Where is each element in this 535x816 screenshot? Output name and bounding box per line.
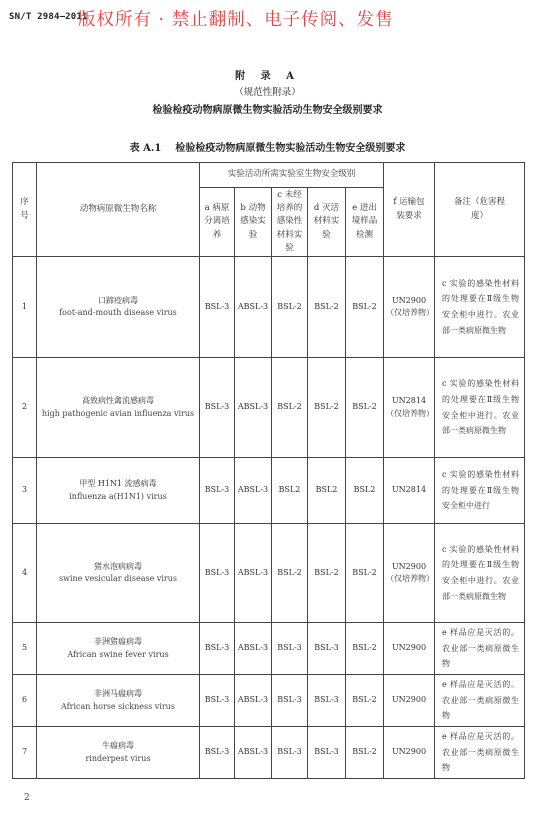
header-name: 动物病原微生物名称 bbox=[37, 163, 200, 257]
header-d: d 灭活材料实验 bbox=[308, 188, 346, 257]
transport-req: UN2900（仅培养物） bbox=[384, 257, 435, 358]
pathogen-name bbox=[37, 727, 200, 779]
transport-req: UN2814 bbox=[384, 458, 435, 524]
header-transport: f 运输包装要求 bbox=[384, 163, 435, 257]
level-a: BSL-3 bbox=[200, 524, 235, 623]
header-c: c 未经培养的感染性材料实验 bbox=[272, 188, 308, 257]
level-d: BSL2 bbox=[308, 458, 346, 524]
pathogen-name bbox=[37, 358, 200, 458]
pathogen-cn: 口蹄疫病毒 bbox=[98, 295, 138, 305]
pathogen-name bbox=[37, 257, 200, 358]
level-a: BSL-3 bbox=[200, 623, 235, 675]
level-b: ABSL-3 bbox=[235, 458, 272, 524]
header-e: e 进出境样品检测 bbox=[346, 188, 384, 257]
note: c 实验的感染性材料的处理要在Ⅱ级生物安全柜中进行 bbox=[435, 458, 525, 524]
level-c: BSL-2 bbox=[272, 358, 308, 458]
level-a: BSL-3 bbox=[200, 675, 235, 727]
level-b: ABSL-3 bbox=[235, 524, 272, 623]
level-e: BSL-2 bbox=[346, 358, 384, 458]
level-a: BSL-3 bbox=[200, 257, 235, 358]
copyright-watermark: 版权所有 · 禁止翻制、电子传阅、发售 bbox=[78, 10, 394, 30]
level-e: BSL-2 bbox=[346, 727, 384, 779]
row-no: 4 bbox=[13, 524, 37, 623]
note: c 实验的感染性材料的处理要在Ⅱ级生物安全柜中进行。农业部一类病原微生物 bbox=[435, 524, 525, 623]
row-no: 5 bbox=[13, 623, 37, 675]
table-row bbox=[13, 675, 525, 727]
pathogen-en: swine vesicular disease virus bbox=[58, 574, 178, 583]
table-header bbox=[13, 163, 525, 257]
pathogen-en: high pathogenic avian influenza virus bbox=[41, 408, 195, 418]
standard-number: SN/T 2984—2011 bbox=[9, 12, 88, 22]
note: e 样品应是灭活的。农业部一类病原微生物 bbox=[435, 623, 525, 675]
pathogen-cn: 猪水泡病病毒 bbox=[94, 561, 142, 571]
table-row bbox=[13, 727, 525, 779]
pathogen-cn: 甲型 H1N1 流感病毒 bbox=[79, 479, 157, 489]
row-no: 1 bbox=[13, 257, 37, 358]
pathogen-en: African horse sickness virus bbox=[61, 701, 175, 711]
row-no: 3 bbox=[13, 458, 37, 524]
level-b: ABSL-3 bbox=[235, 675, 272, 727]
level-e: BSL-2 bbox=[346, 675, 384, 727]
level-c: BSL-2 bbox=[272, 524, 308, 623]
pathogen-name bbox=[37, 675, 200, 727]
level-c: BSL2 bbox=[272, 458, 308, 524]
row-no: 6 bbox=[13, 675, 37, 727]
level-e: BSL2 bbox=[346, 458, 384, 524]
level-a: BSL-3 bbox=[200, 727, 235, 779]
level-b: ABSL-3 bbox=[235, 257, 272, 358]
header-lab-group: 实验活动所需实验室生物安全级别 bbox=[200, 163, 384, 188]
header-a: a 病原分离培养 bbox=[200, 188, 235, 257]
level-b: ABSL-3 bbox=[235, 727, 272, 779]
table-row bbox=[13, 623, 525, 675]
pathogen-name bbox=[37, 524, 200, 623]
transport-req: UN2814（仅培养物） bbox=[384, 358, 435, 458]
table-number: 表 A.1 bbox=[129, 143, 162, 154]
transport-req: UN2900 bbox=[384, 623, 435, 675]
table-body bbox=[13, 257, 525, 779]
pathogen-en: foot-and-mouth disease virus bbox=[59, 308, 177, 317]
level-a: BSL-3 bbox=[200, 358, 235, 458]
pathogen-en: influenza a(H1N1) virus bbox=[69, 491, 167, 501]
biosafety-table bbox=[12, 162, 525, 779]
pathogen-cn: 高致病性禽流感病毒 bbox=[82, 396, 154, 406]
table-row bbox=[13, 257, 525, 358]
pathogen-name bbox=[37, 623, 200, 675]
annex-type: （规范性附录） bbox=[234, 87, 301, 98]
level-c: BSL-3 bbox=[272, 675, 308, 727]
note: e 样品应是灭活的。农业部一类病原微生物 bbox=[435, 675, 525, 727]
pathogen-cn: 牛瘟病毒 bbox=[102, 741, 134, 751]
level-a: BSL-3 bbox=[200, 458, 235, 524]
pathogen-en: rinderpest virus bbox=[85, 753, 151, 763]
row-no: 7 bbox=[13, 727, 37, 779]
transport-req: UN2900（仅培养物） bbox=[384, 524, 435, 623]
header-note: 备注（危害程度） bbox=[435, 163, 525, 257]
pathogen-cn: 非洲猪瘟病毒 bbox=[94, 637, 142, 647]
header-b: b 动物感染实验 bbox=[235, 188, 272, 257]
pathogen-en: African swine fever virus bbox=[67, 649, 169, 659]
note: c 实验的感染性材料的处理要在Ⅱ级生物安全柜中进行。农业部一类病原微生物 bbox=[435, 257, 525, 358]
table-row bbox=[13, 524, 525, 623]
level-b: ABSL-3 bbox=[235, 358, 272, 458]
level-d: BSL-2 bbox=[308, 358, 346, 458]
transport-req: UN2900 bbox=[384, 727, 435, 779]
annex-title: 检验检疫动物病原微生物实验活动生物安全级别要求 bbox=[152, 105, 383, 116]
level-c: BSL-2 bbox=[272, 257, 308, 358]
level-d: BSL-3 bbox=[308, 623, 346, 675]
level-d: BSL-2 bbox=[308, 257, 346, 358]
pathogen-cn: 非洲马瘟病毒 bbox=[94, 689, 142, 699]
row-no: 2 bbox=[13, 358, 37, 458]
level-e: BSL-2 bbox=[346, 257, 384, 358]
level-c: BSL-3 bbox=[272, 623, 308, 675]
annex-label: 附 录 A bbox=[235, 71, 300, 82]
table-row bbox=[13, 358, 525, 458]
level-d: BSL-3 bbox=[308, 675, 346, 727]
header-no: 序号 bbox=[13, 163, 37, 257]
note: c 实验的感染性材料的处理要在Ⅱ级生物安全柜中进行。农业部一类病原微生物 bbox=[435, 358, 525, 458]
table-caption bbox=[0, 139, 535, 154]
level-e: BSL-2 bbox=[346, 524, 384, 623]
level-e: BSL-2 bbox=[346, 623, 384, 675]
level-d: BSL-2 bbox=[308, 524, 346, 623]
level-b: ABSL-3 bbox=[235, 623, 272, 675]
level-c: BSL-3 bbox=[272, 727, 308, 779]
table-row bbox=[13, 458, 525, 524]
page-number: 2 bbox=[24, 793, 30, 803]
transport-req: UN2900 bbox=[384, 675, 435, 727]
note: e 样品应是灭活的。农业部一类病原微生物 bbox=[435, 727, 525, 779]
table-caption-text: 检验检疫动物病原微生物实验活动生物安全级别要求 bbox=[175, 143, 406, 154]
level-d: BSL-3 bbox=[308, 727, 346, 779]
pathogen-name bbox=[37, 458, 200, 524]
